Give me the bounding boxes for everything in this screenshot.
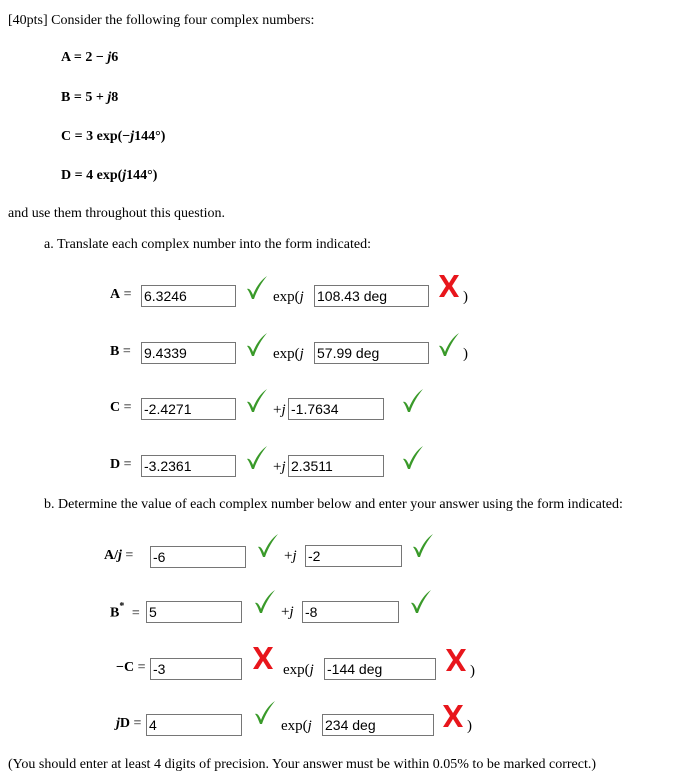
a-over-j-plus-j-label: +j — [284, 548, 297, 564]
part-a-label-d: D = — [110, 457, 132, 472]
j-d-close-paren: ) — [467, 718, 472, 734]
part-b-label-b-conj: B* = — [110, 601, 140, 621]
a-over-j-real-correct-icon — [255, 533, 281, 559]
j-d-angle-input[interactable] — [322, 714, 434, 736]
number-b-definition: B = 5 + j8 — [61, 90, 119, 105]
a-over-j-imag-correct-icon — [410, 533, 436, 559]
neg-c-magnitude-input[interactable] — [150, 658, 242, 680]
b-conj-real-correct-icon — [252, 589, 278, 615]
use-text: and use them throughout this question. — [8, 206, 225, 221]
b-angle-correct-icon — [436, 332, 462, 358]
question-intro: [40pts] Consider the following four complex numbers: — [8, 13, 315, 28]
b-magnitude-correct-icon — [244, 332, 270, 358]
part-a-label-a: A = — [110, 287, 132, 302]
a-magnitude-correct-icon — [244, 275, 270, 301]
c-plus-j-label: +j — [273, 402, 286, 418]
c-imag-correct-icon — [400, 388, 426, 414]
j-d-magnitude-correct-icon — [252, 700, 278, 726]
b-exp-label: exp(j — [273, 346, 304, 362]
part-b-label-neg-c: −C = — [116, 660, 146, 675]
neg-c-exp-label: exp(j — [283, 662, 314, 678]
j-d-magnitude-input[interactable] — [146, 714, 242, 736]
a-magnitude-input[interactable] — [141, 285, 236, 307]
c-imag-input[interactable] — [288, 398, 384, 420]
b-conj-real-input[interactable] — [146, 601, 242, 623]
neg-c-angle-wrong-icon — [443, 647, 469, 673]
d-real-input[interactable] — [141, 455, 236, 477]
d-plus-j-label: +j — [273, 459, 286, 475]
d-imag-input[interactable] — [288, 455, 384, 477]
j-d-angle-wrong-icon — [440, 703, 466, 729]
part-a-title: a. Translate each complex number into the form indicated: — [44, 237, 371, 252]
d-real-correct-icon — [244, 445, 270, 471]
part-b-title: b. Determine the value of each complex number below and enter your answer using the form indicated: — [44, 497, 623, 512]
neg-c-angle-input[interactable] — [324, 658, 436, 680]
a-over-j-real-input[interactable] — [150, 546, 246, 568]
part-b-label-j-d: jD = — [116, 716, 142, 731]
b-close-paren: ) — [463, 346, 468, 362]
b-magnitude-input[interactable] — [141, 342, 236, 364]
c-real-correct-icon — [244, 388, 270, 414]
part-a-label-b: B = — [110, 344, 131, 359]
d-imag-correct-icon — [400, 445, 426, 471]
b-angle-input[interactable] — [314, 342, 429, 364]
a-close-paren: ) — [463, 289, 468, 305]
b-conj-imag-input[interactable] — [302, 601, 399, 623]
part-a-label-c: C = — [110, 400, 132, 415]
neg-c-magnitude-wrong-icon — [250, 645, 276, 671]
precision-note: (You should enter at least 4 digits of precision. Your answer must be within 0.05% to be marked correct.) — [8, 757, 597, 772]
number-d-definition: D = 4 exp(j144°) — [61, 168, 158, 183]
b-conj-plus-j-label: +j — [281, 604, 294, 620]
c-real-input[interactable] — [141, 398, 236, 420]
a-over-j-imag-input[interactable] — [305, 545, 402, 567]
neg-c-close-paren: ) — [470, 663, 475, 679]
part-b-label-a-over-j: A/j = — [104, 548, 134, 563]
b-conj-imag-correct-icon — [408, 589, 434, 615]
number-a-definition: A = 2 − j6 — [61, 50, 119, 65]
a-angle-wrong-icon — [436, 273, 462, 299]
j-d-exp-label: exp(j — [281, 718, 312, 734]
a-exp-label: exp(j — [273, 289, 304, 305]
a-angle-input[interactable] — [314, 285, 429, 307]
number-c-definition: C = 3 exp(−j144°) — [61, 129, 166, 144]
